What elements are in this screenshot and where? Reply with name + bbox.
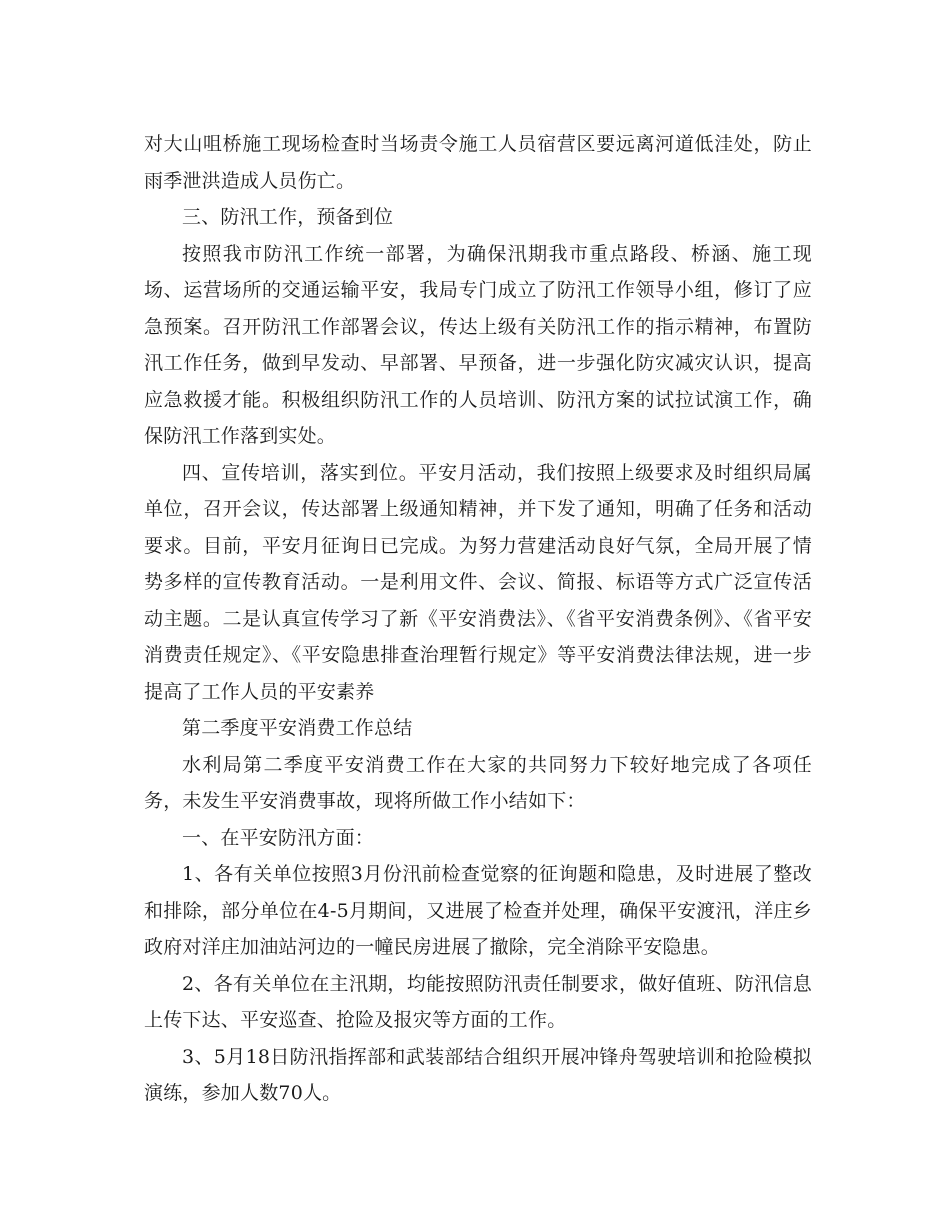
paragraph-publicity-training: 四、宣传培训，落实到位。平安月活动，我们按照上级要求及时组织局属单位，召开会议，传达部署上级通知精神，并下发了通知，明确了任务和活动要求。目前，平安月征询日已完成。为努力营建活动良好气氛，全局开展了情势多样的宣传教育活动。一是利用文件、会议、简报、标语等方式广泛宣传活动主题。二是认真宣传学习了新《平安消费法》、《省平安消费条例》、《省平安消费责任规定》、《平安隐患排查治理暂行规定》等平安消费法律法规，进一步提高了工作人员的平安素养 [144, 461, 812, 703]
paragraph-intro: 水利局第二季度平安消费工作在大家的共同努力下较好地完成了各项任务，未发生平安消费事故，现将所做工作小结如下： [144, 753, 812, 812]
paragraph-flood-prep: 按照我市防汛工作统一部署，为确保汛期我市重点路段、桥涵、施工现场、运营场所的交通运输平安，我局专门成立了防汛工作领导小组，修订了应急预案。召开防汛工作部署会议，传达上级有关防汛工作的指示精神，布置防汛工作任务，做到早发动、早部署、早预备，进一步强化防灾减灾认识，提高应急救援才能。积极组织防汛工作的人员培训、防汛方案的试拉试演工作，确保防汛工作落到实处。 [144, 242, 812, 447]
paragraph-continuation: 对大山咀桥施工现场检查时当场责令施工人员宿营区要远离河道低洼处，防止雨季泄洪造成人员伤亡。 [144, 133, 812, 192]
document-subtitle: 第二季度平安消费工作总结 [182, 717, 413, 739]
list-item-2: 2、各有关单位在主汛期，均能按照防汛责任制要求，做好值班、防汛信息上传下达、平安巡查、抢险及报灾等方面的工作。 [144, 972, 812, 1031]
section-heading-flood-safety: 一、在平安防汛方面： [182, 826, 375, 849]
document-body [144, 126, 812, 1112]
section-heading-flood-prep: 三、防汛工作，预备到位 [182, 206, 394, 228]
list-item-1: 1、各有关单位按照3月份汛前检查觉察的征询题和隐患，及时进展了整改和排除，部分单位在4-5月期间，又进展了检查并处理，确保平安渡汛，洋庄乡政府对洋庄加油站河边的一幢民房进展了撤除，完全消除平安隐患。 [144, 863, 812, 958]
list-item-3: 3、5月18日防汛指挥部和武装部结合组织开展冲锋舟驾驶培训和抢险模拟演练，参加人数70人。 [144, 1045, 812, 1104]
